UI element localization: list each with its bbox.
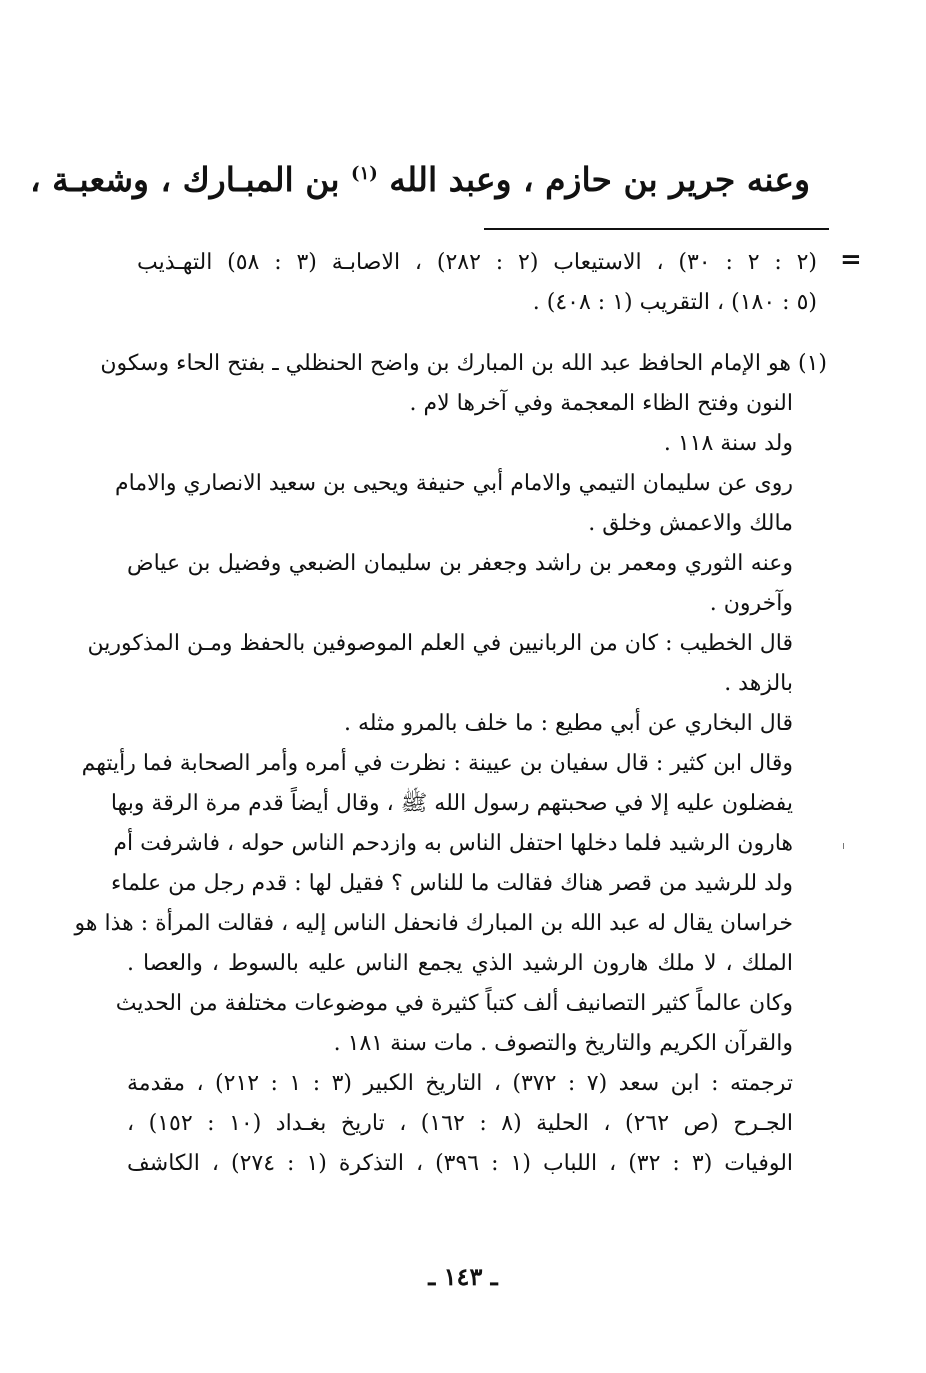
footnote-line: الوفيات (٣ : ٣٢) ، اللباب (١ : ٣٩٦) ، التذكرة (١ : ٢٧٤) ، الكاشف (127, 1151, 794, 1176)
footnote-line: بالزهد . (724, 671, 793, 696)
footnote-line: وآخرون . (709, 591, 793, 616)
footnote-line: ترجمته : ابن سعد (٧ : ٣٧٢) ، التاريخ الكبير (٣ : ١ : ٢١٢) ، مقدمة (127, 1071, 793, 1096)
footnote-line: (١) هو الإمام الحافظ عبد الله بن المبارك بن واضح الحنظلي ـ بفتح الحاء وسكون (100, 351, 827, 376)
footnote-line: خراسان يقال له عبد الله بن المبارك فانحفل الناس إليه ، فقالت المرأة : هذا هو (74, 911, 793, 936)
page-number: ـ ١٤٣ ـ (428, 1262, 498, 1291)
footnote-line: ولد للرشيد من قصر هناك فقالت ما للناس ؟ فقيل لها : قدم رجل من علماء (110, 871, 793, 896)
footnote-line: النون وفتح الظاء المعجمة وفي آخرها لام . (409, 391, 793, 416)
main-text-line (30, 150, 810, 204)
footnote-reference: (١) (351, 163, 378, 184)
footnote-line: وعنه الثوري ومعمر بن راشد وجعفر بن سليمان الضبعي وفضيل بن عياض (127, 551, 793, 576)
footnote-line: مالك والاعمش وخلق . (588, 511, 793, 536)
footnote-line: وكان عالماً كثير التصانيف ألف كتباً كثيرة في موضوعات مختلفة من الحديث (115, 991, 793, 1016)
footnote-line: يفضلون عليه إلا في صحبتهم رسول الله ﷺ ، وقال أيضاً قدم مرة الرقة وبها (110, 791, 793, 816)
footnote-separator-rule (484, 228, 829, 230)
footnote-line: ولد سنة ١١٨ . (663, 431, 793, 456)
footnote-line: قال الخطيب : كان من الربانيين في العلم الموصوفين بالحفظ ومـن المذكورين (87, 631, 793, 656)
footnote-line: (٥ : ١٨٠) ، التقريب (١ : ٤٠٨) . (532, 290, 817, 315)
footnote-line: وقال ابن كثير : قال سفيان بن عيينة : نظرت في أمره وأمر الصحابة فما رأيتهم (81, 751, 793, 776)
margin-mark (843, 843, 844, 849)
footnote-line: هارون الرشيد فلما دخلها احتفل الناس به وازدحم الناس حوله ، فاشرفت أم (113, 831, 793, 856)
footnote-line: الجـرح (ص ٢٦٢) ، الحلية (٨ : ١٦٢) ، تاريخ بغـداد (١٠ : ١٥٢) ، (127, 1111, 794, 1136)
footnote-line: قال البخاري عن أبي مطيع : ما خلف بالمرو مثله . (343, 711, 793, 736)
continuation-marker: = (840, 245, 862, 275)
footnote-line: روى عن سليمان التيمي والامام أبي حنيفة ويحيى بن سعيد الانصاري والامام (115, 471, 793, 496)
footnote-1 (74, 344, 827, 1184)
footnote-continuation (137, 243, 817, 323)
main-text-after-ref: بن المبـارك ، وشعبـة ، (30, 160, 340, 199)
footnote-line: والقرآن الكريم والتاريخ والتصوف . مات سنة ١٨١ . (333, 1031, 793, 1056)
footnote-line: الملك ، لا ملك هارون الرشيد الذي يجمع الناس عليه بالسوط ، والعصا . (127, 951, 793, 976)
footnote-line: (٢ : ٢ : ٣٠) ، الاستيعاب (٢ : ٢٨٢) ، الاصابـة (٣ : ٥٨) التهـذيب (137, 250, 818, 275)
main-text-before-ref: وعنه جرير بن حازم ، وعبد الله (389, 160, 810, 199)
